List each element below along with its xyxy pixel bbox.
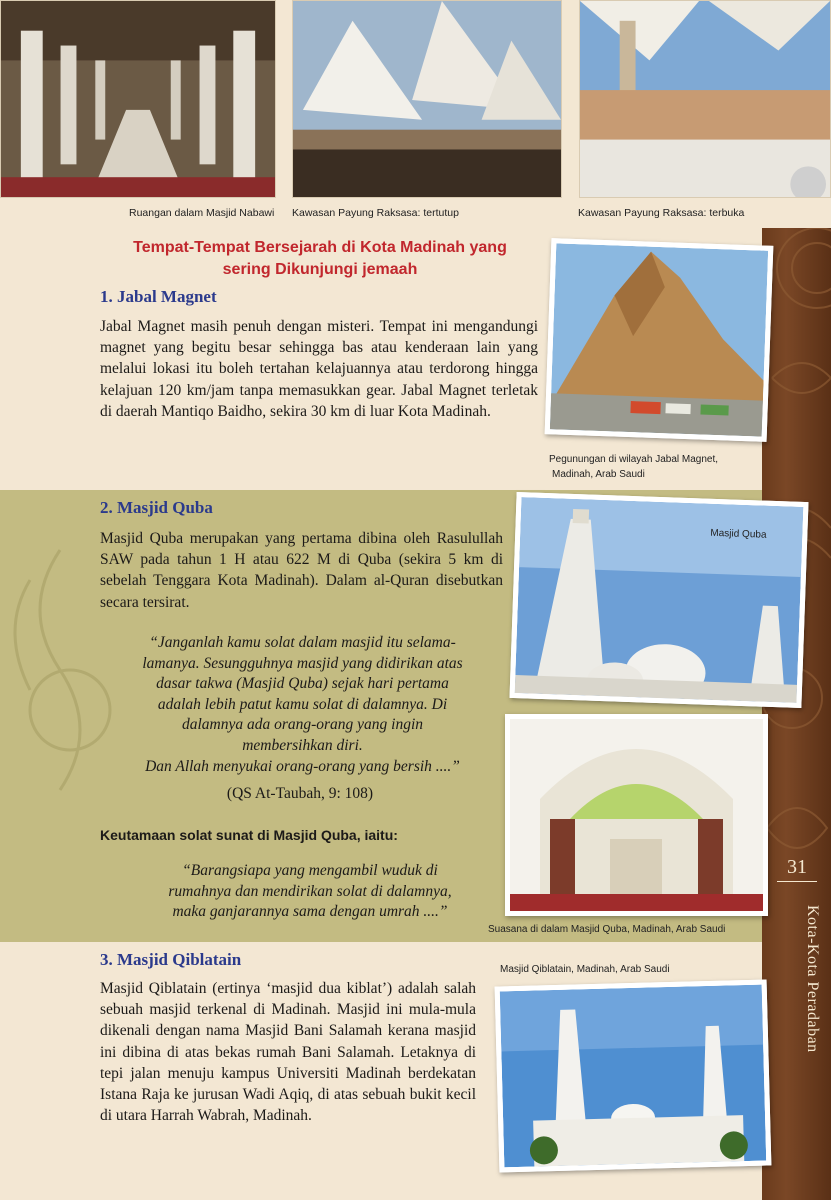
hadith-line: rumahnya dan mendirikan solat di dalamnya,: [168, 882, 452, 900]
top-photo-strip: [0, 0, 762, 228]
photo-umbrella-closed: [292, 0, 562, 198]
quote-line: “Janganlah kamu solat dalam masjid itu selama-: [149, 634, 456, 651]
masjid-qiblatain-caption: Masjid Qiblatain, Madinah, Arab Saudi: [500, 964, 670, 975]
photo-umbrella-open: [579, 0, 831, 198]
quote-line: lamanya. Sesungguhnya masjid yang didirikan atas: [142, 654, 463, 672]
quote-line: adalah lebih patut kamu solat di dalamnya. Di: [157, 695, 448, 713]
caption-umbrella-closed: Kawasan Payung Raksasa: tertutup: [292, 207, 459, 219]
section3-body: Masjid Qiblatain (ertinya ‘masjid dua kiblat’) adalah salah sebuah masjid terkenal di Madinah. Masjid ini mula-mula dikenali dengan nama Masjid Bani Salamah kerana masjid ini dibina di atas bekas rumah Bani Salamah. Letaknya di tepi jalan menuju kampus Universiti Madinah berdekatan Istana Raja ke jurusan Wadi Aqiq, di atas sebuah bukit kecil di utara Harrah Wabrah, Madinah.: [100, 980, 476, 1125]
quote-line: membersihkan diri.: [242, 736, 363, 754]
jabal-magnet-caption-line1: Pegunungan di wilayah Jabal Magnet,: [549, 454, 719, 465]
quote-line: Dan Allah menyukai orang-orang yang bersih ....”: [145, 757, 460, 775]
hadith-line: “Barangsiapa yang mengambil wuduk di: [182, 862, 438, 879]
page-number: 31: [777, 856, 817, 882]
jabal-magnet-image: [545, 238, 774, 442]
section2-body: Masjid Quba merupakan yang pertama dibina oleh Rasulullah SAW pada tahun 1 H atau 622 M di Quba (sekira 5 km di sebelah Tenggara Kota Madinah). Dalam al-Quran disebutkan secara tersirat.: [100, 530, 503, 611]
masjid-quba-interior-caption: Suasana di dalam Masjid Quba, Madinah, Arab Saudi: [488, 924, 726, 935]
caption-umbrella-open: Kawasan Payung Raksasa: terbuka: [578, 207, 745, 219]
masjid-quba-image: [509, 492, 808, 708]
section2-title: 2. Masjid Quba: [100, 498, 213, 517]
caption-nabawi: Ruangan dalam Masjid Nabawi: [129, 207, 275, 219]
masjid-qiblatain-image: [495, 979, 772, 1172]
hadith-quote: [130, 861, 490, 923]
section1-title: 1. Jabal Magnet: [100, 287, 217, 306]
masjid-quba-label: Masjid Quba: [710, 527, 767, 541]
quote-line: dasar takwa (Masjid Quba) sejak hari pertama: [156, 675, 449, 693]
main-heading-line2: sering Dikunjungi jemaah: [222, 261, 418, 278]
main-heading: [100, 237, 540, 281]
photo-nabawi-interior: [0, 0, 276, 198]
chapter-title-vertical: Kota-Kota Peradaban: [804, 905, 821, 1053]
quote-line: dalamnya ada orang-orang yang ingin: [181, 716, 424, 734]
section1-body: Jabal Magnet masih penuh dengan misteri. Tempat ini mengandungi magnet yang begitu besar sehingga bas atau kenderaan lain yang melalui lokasi itu boleh tertahan kelajuannya atau terdorong hingga kelajuan 120 km/jam tanpa memasukkan gear. Jabal Magnet terletak di daerah Mantiqo Baidho, sekira 30 km di luar Kota Madinah.: [100, 318, 538, 420]
virtue-heading: Keutamaan solat sunat di Masjid Quba, iaitu:: [100, 827, 398, 843]
quran-quote: [100, 633, 505, 777]
main-heading-line1: Tempat-Tempat Bersejarah di Kota Madinah yang: [133, 239, 507, 256]
jabal-magnet-caption-line2: Madinah, Arab Saudi: [552, 469, 645, 480]
section3-title: 3. Masjid Qiblatain: [100, 950, 242, 969]
quran-reference: (QS At-Taubah, 9: 108): [226, 785, 374, 802]
hadith-line: maka ganjarannya sama dengan umrah ....”: [172, 903, 448, 921]
masjid-quba-interior-image: [505, 714, 768, 916]
